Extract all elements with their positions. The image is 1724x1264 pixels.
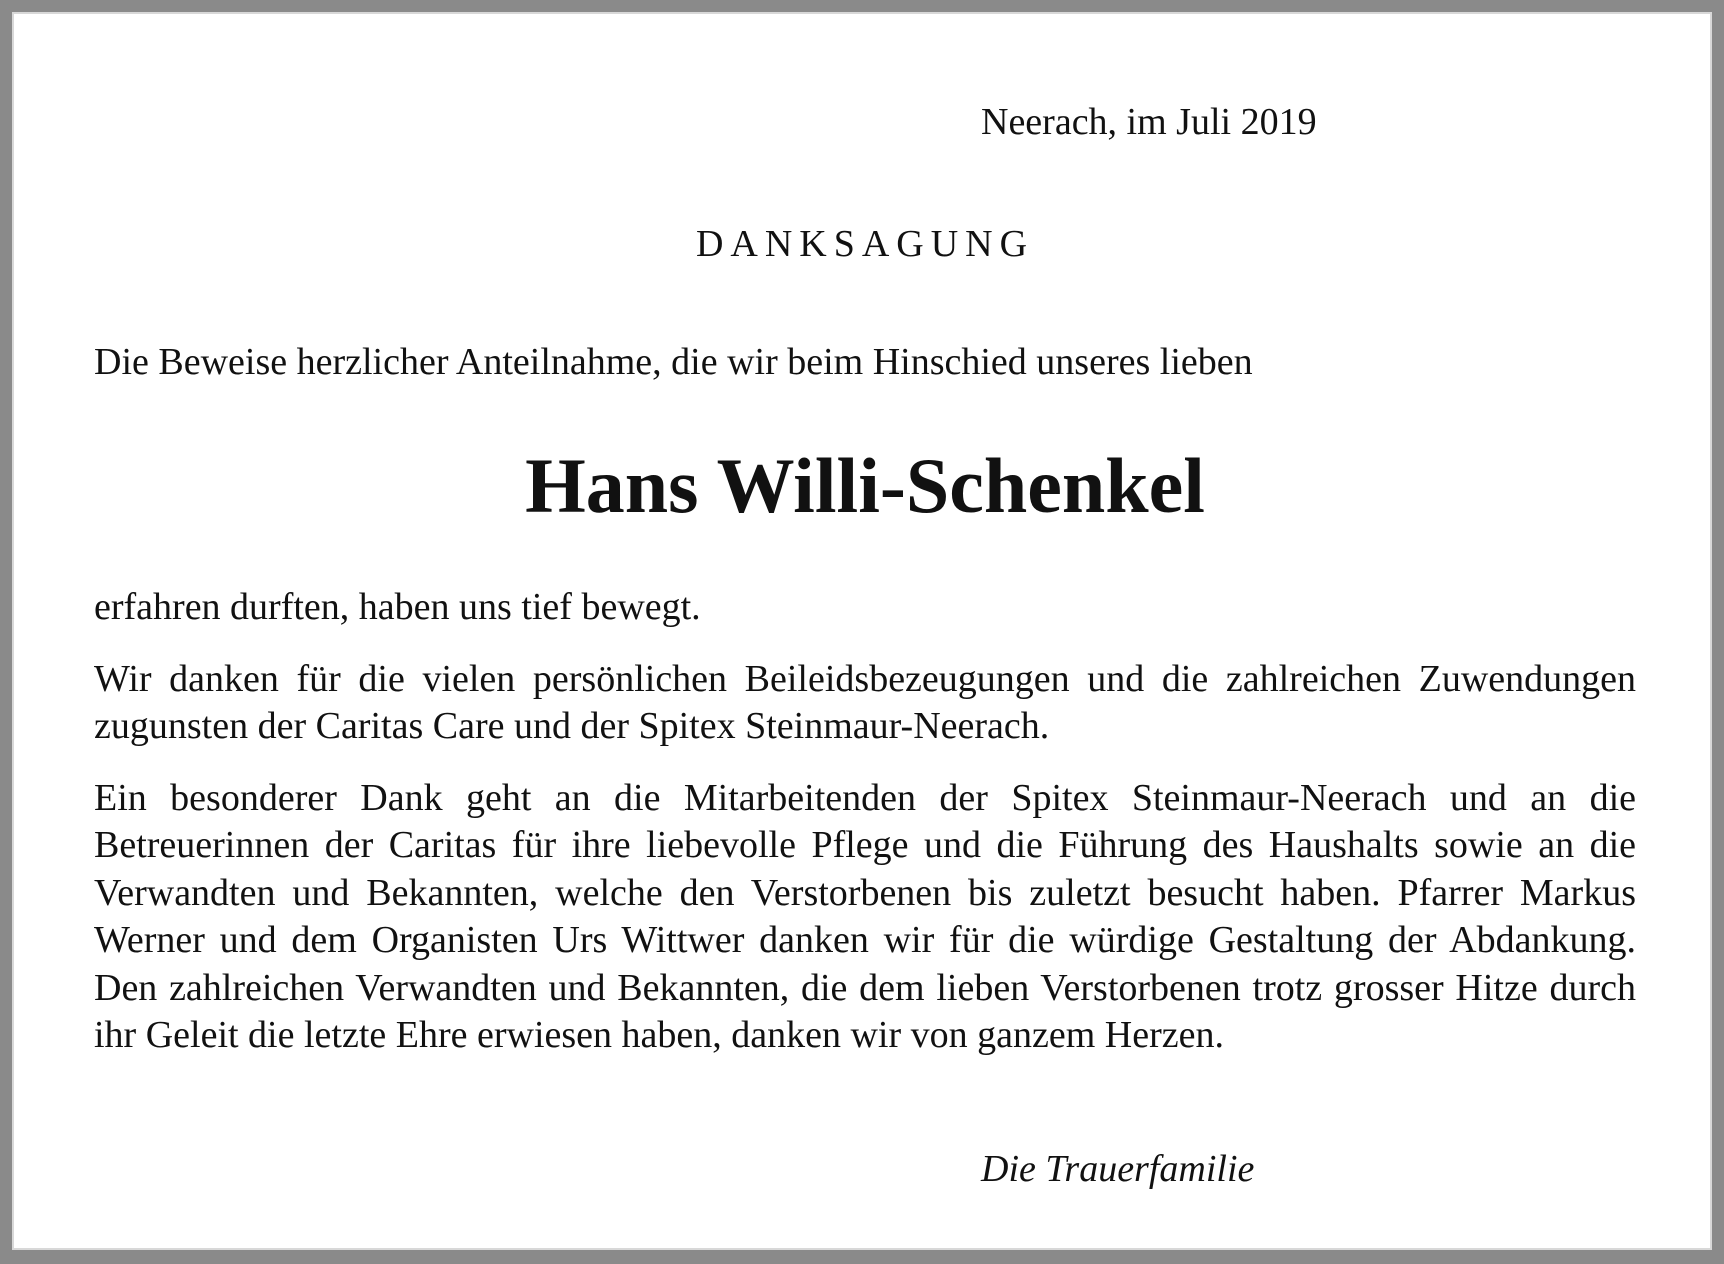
paragraph-1: erfahren durften, haben uns tief bewegt. <box>94 586 701 628</box>
signature: Die Trauerfamilie <box>981 1148 1255 1190</box>
letter-body <box>94 584 1636 1084</box>
letter-heading: DANKSAGUNG <box>695 223 1035 265</box>
intro-line: Die Beweise herzlicher Anteilnahme, die wir beim Hinschied unseres lieben <box>94 341 1253 383</box>
place-date: Neerach, im Juli 2019 <box>981 101 1317 143</box>
document-page <box>12 12 1712 1250</box>
paragraph-2: Wir danken für die vielen persönlichen Beileidsbezeugungen und die zahlreichen Zuwendungen zugunsten der Caritas Care und der Spitex Steinmaur-Neerach. <box>94 657 1636 747</box>
deceased-name: Hans Willi-Schenkel <box>525 442 1205 529</box>
paragraph-3: Ein besonderer Dank geht an die Mitarbeitenden der Spitex Steinmaur-Neerach und an die Betreuerinnen der Caritas für ihre liebevolle Pflege und die Führung des Haushalts sowie an die Verwandten und Bekannten, welche den Verstorbenen bis zuletzt besucht haben. Pfarrer Markus Werner und dem Organisten Urs Wittwer danken wir für die würdige Gestaltung der Abdankung. Den zahlreichen Verwandten und Bekannten, die dem lieben Verstorbenen trotz grosser Hitze durch ihr Geleit die letzte Ehre erwiesen haben, danken wir von ganzem Herzen. <box>94 776 1636 1056</box>
